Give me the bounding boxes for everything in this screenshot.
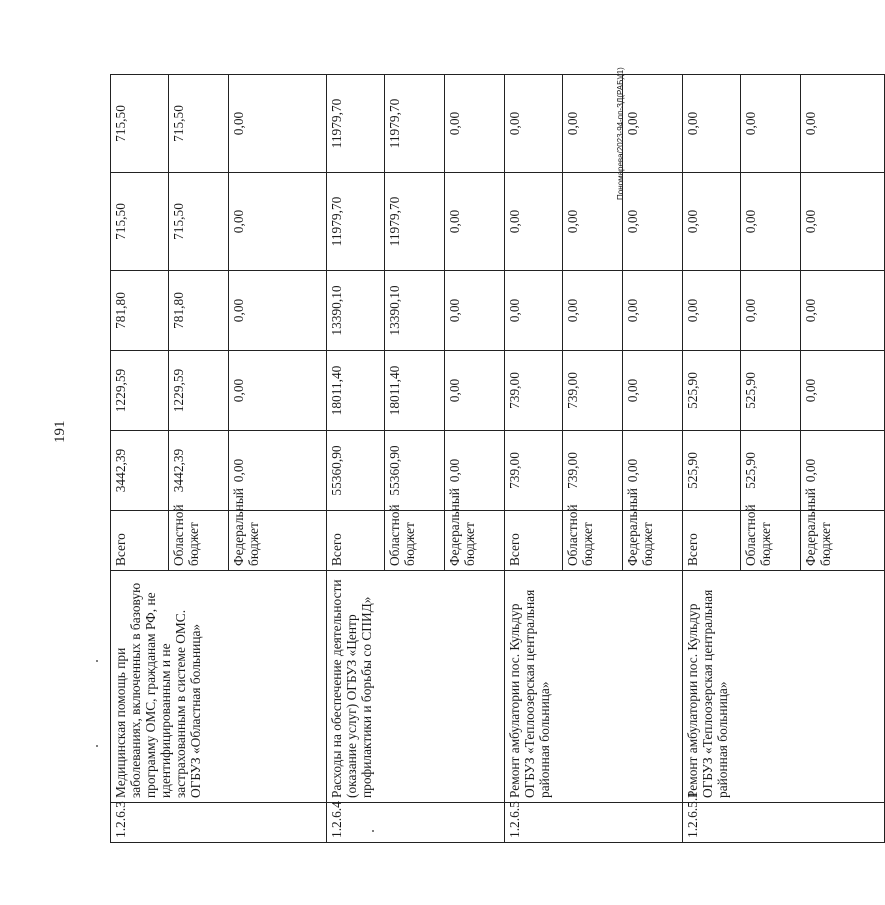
amount-cell: 0,00 [623, 271, 683, 351]
amount-cell: 0,00 [741, 75, 801, 173]
amount-cell: 0,00 [563, 173, 623, 271]
amount-cell: 11979,70 [385, 173, 445, 271]
amount-cell: 715,50 [169, 173, 229, 271]
amount-cell: 0,00 [623, 75, 683, 173]
amount-cell: 525,90 [683, 431, 741, 511]
amount-cell: 11979,70 [327, 75, 385, 173]
amount-cell: 13390,10 [385, 271, 445, 351]
amount-cell: 715,50 [111, 173, 169, 271]
amount-cell: 0,00 [229, 75, 327, 173]
amount-cell: 0,00 [801, 271, 885, 351]
amount-cell: 525,90 [683, 351, 741, 431]
funding-source: Федеральный бюджет [445, 511, 505, 571]
funding-source: Всего [111, 511, 169, 571]
amount-cell: 0,00 [623, 173, 683, 271]
amount-cell: 0,00 [505, 75, 563, 173]
amount-cell: 715,50 [111, 75, 169, 173]
amount-cell: 0,00 [505, 271, 563, 351]
amount-cell: 781,80 [169, 271, 229, 351]
amount-cell: 3442,39 [169, 431, 229, 511]
scan-speck [96, 660, 98, 662]
funding-source: Федеральный бюджет [801, 511, 885, 571]
amount-cell: 525,90 [741, 351, 801, 431]
table-row [327, 75, 385, 843]
amount-cell: 0,00 [741, 271, 801, 351]
item-code: 1.2.6.3 [111, 803, 327, 843]
amount-cell: 739,00 [563, 351, 623, 431]
amount-cell: 0,00 [229, 271, 327, 351]
amount-cell: 0,00 [229, 431, 327, 511]
amount-cell: 0,00 [623, 431, 683, 511]
amount-cell: 0,00 [563, 75, 623, 173]
amount-cell: 11979,70 [327, 173, 385, 271]
amount-cell: 55360,90 [385, 431, 445, 511]
table-row [683, 75, 741, 843]
amount-cell: 13390,10 [327, 271, 385, 351]
amount-cell: 0,00 [445, 75, 505, 173]
amount-cell: 1229,59 [169, 351, 229, 431]
document-code: Пономарева/2023-94-пп-ЗД(РАБ)(1) [616, 67, 625, 200]
funding-source: Областной бюджет [741, 511, 801, 571]
amount-cell: 739,00 [505, 431, 563, 511]
amount-cell: 11979,70 [385, 75, 445, 173]
table-row [505, 75, 563, 843]
item-name: Медицинская помощь при заболеваниях, включенных в базовую программу ОМС, гражданам РФ, не идентифицированным и не застрахованным в системе ОМС. ОГБУЗ «Областная больница» [111, 571, 327, 803]
budget-table [110, 74, 885, 843]
scan-speck [372, 830, 374, 832]
amount-cell: 0,00 [445, 351, 505, 431]
amount-cell: 739,00 [505, 351, 563, 431]
amount-cell: 18011,40 [327, 351, 385, 431]
amount-cell: 55360,90 [327, 431, 385, 511]
amount-cell: 0,00 [229, 173, 327, 271]
amount-cell: 0,00 [801, 351, 885, 431]
amount-cell: 0,00 [445, 431, 505, 511]
amount-cell: 0,00 [623, 351, 683, 431]
item-code: 1.2.6.5.1 [683, 803, 885, 843]
funding-source: Федеральный бюджет [623, 511, 683, 571]
amount-cell: 0,00 [563, 271, 623, 351]
amount-cell: 0,00 [683, 173, 741, 271]
funding-source: Всего [683, 511, 741, 571]
amount-cell: 3442,39 [111, 431, 169, 511]
funding-source: Федеральный бюджет [229, 511, 327, 571]
item-code: 1.2.6.4 [327, 803, 505, 843]
funding-source: Областной бюджет [169, 511, 229, 571]
item-name: Ремонт амбулатории пос. Кульдур ОГБУЗ «Теплоозерская центральная районная больница» [505, 571, 683, 803]
amount-cell: 715,50 [169, 75, 229, 173]
amount-cell: 0,00 [801, 431, 885, 511]
funding-source: Областной бюджет [385, 511, 445, 571]
amount-cell: 0,00 [505, 173, 563, 271]
amount-cell: 0,00 [801, 173, 885, 271]
item-name: Ремонт амбулатории пос. Кульдур ОГБУЗ «Теплоозерская центральная районная больница» [683, 571, 885, 803]
funding-source: Всего [505, 511, 563, 571]
amount-cell: 0,00 [683, 75, 741, 173]
item-code: 1.2.6.5 [505, 803, 683, 843]
amount-cell: 0,00 [683, 271, 741, 351]
amount-cell: 0,00 [229, 351, 327, 431]
funding-source: Областной бюджет [563, 511, 623, 571]
item-name: Расходы на обеспечение деятельности (оказание услуг) ОГБУЗ «Центр профилактики и борьбы со СПИД» [327, 571, 505, 803]
amount-cell: 525,90 [741, 431, 801, 511]
amount-cell: 0,00 [445, 173, 505, 271]
amount-cell: 0,00 [445, 271, 505, 351]
funding-source: Всего [327, 511, 385, 571]
table-row [111, 75, 169, 843]
amount-cell: 739,00 [563, 431, 623, 511]
amount-cell: 0,00 [741, 173, 801, 271]
amount-cell: 0,00 [801, 75, 885, 173]
scan-speck [96, 745, 98, 747]
amount-cell: 1229,59 [111, 351, 169, 431]
amount-cell: 781,80 [111, 271, 169, 351]
page-number: 191 [52, 420, 68, 443]
amount-cell: 18011,40 [385, 351, 445, 431]
